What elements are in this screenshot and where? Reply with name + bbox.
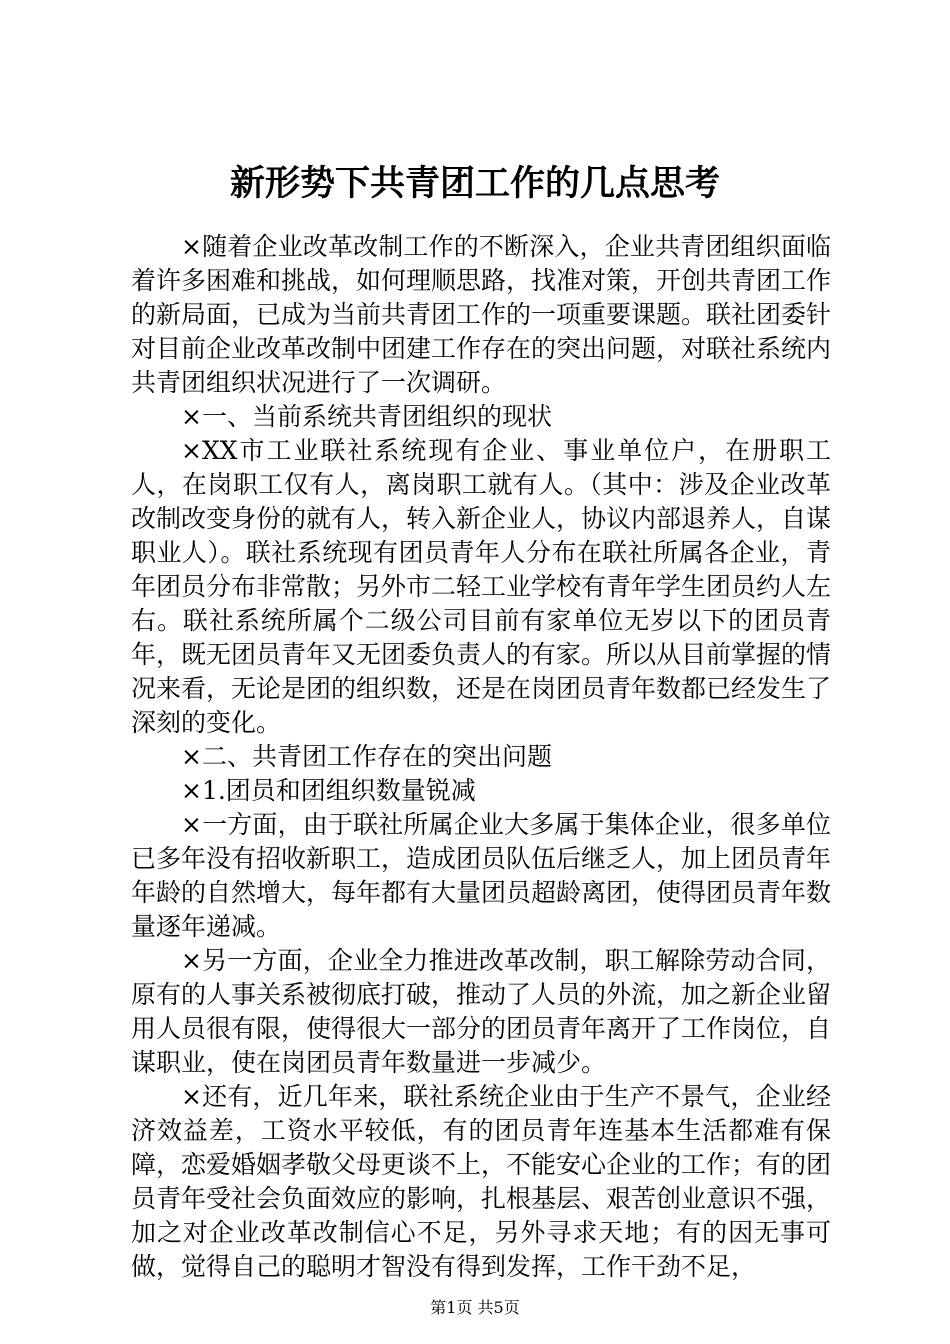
- paragraph-also: ×还有，近几年来，联社系统企业由于生产不景气，企业经济效益差，工资水平较低，有的团员青年连基本生活都难有保障，恋爱婚姻孝敬父母更谈不上，不能安心企业的工作；有的团员青年受社会负面效应的影响，扎根基层、艰苦创业意识不强，加之对企业改革改制信心不足，另外寻求天地；有的因无事可做，觉得自己的聪明才智没有得到发挥，工作干劲不足，: [131, 1082, 832, 1281]
- paragraph-intro: ×随着企业改革改制工作的不断深入，企业共青团组织面临着许多困难和挑战，如何理顺思路，找准对策，开创共青团工作的新局面，已成为当前共青团工作的一项重要课题。联社团委针对目前企业改革改制中团建工作存在的突出问题，对联社系统内共青团组织状况进行了一次调研。: [131, 232, 832, 397]
- paragraph-other-hand: ×另一方面，企业全力推进改革改制，职工解除劳动合同，原有的人事关系被彻底打破，推动了人员的外流，加之新企业留用人员很有限，使得很大一部分的团员青年离开了工作岗位，自谋职业，使在岗团员青年数量进一步减少。: [131, 946, 832, 1077]
- heading-subsection-1: ×1.团员和团组织数量锐减: [181, 776, 476, 805]
- heading-section-2: ×二、共青团工作存在的突出问题: [181, 742, 552, 771]
- paragraph-status: ×XX市工业联社系统现有企业、事业单位户，在册职工人，在岗职工仅有人，离岗职工就有人。（其中：涉及企业改革改制改变身份的就有人，转入新企业人，协议内部退养人，自谋职业人）。联社系统现有团员青年人分布在联社所属各企业，青年团员分布非常散；另外市二轻工业学校有青年学生团员约人左右。联社系统所属个二级公司目前有家单位无岁以下的团员青年，既无团员青年又无团委负责人的有家。所以从目前掌握的情况来看，无论是团的组织数，还是在岗团员青年数都已经发生了深刻的变化。: [131, 436, 832, 737]
- document-title: 新形势下共青团工作的几点思考: [229, 163, 720, 204]
- paragraph-one-hand: ×一方面，由于联社所属企业大多属于集体企业，很多单位已多年没有招收新职工，造成团员队伍后继乏人，加上团员青年年龄的自然增大，每年都有大量团员超龄离团，使得团员青年数量逐年递减。: [131, 810, 832, 941]
- heading-section-1: ×一、当前系统共青团组织的现状: [181, 402, 552, 431]
- document-body: [131, 230, 831, 1284]
- page-footer: 第1页 共5页: [430, 1298, 520, 1317]
